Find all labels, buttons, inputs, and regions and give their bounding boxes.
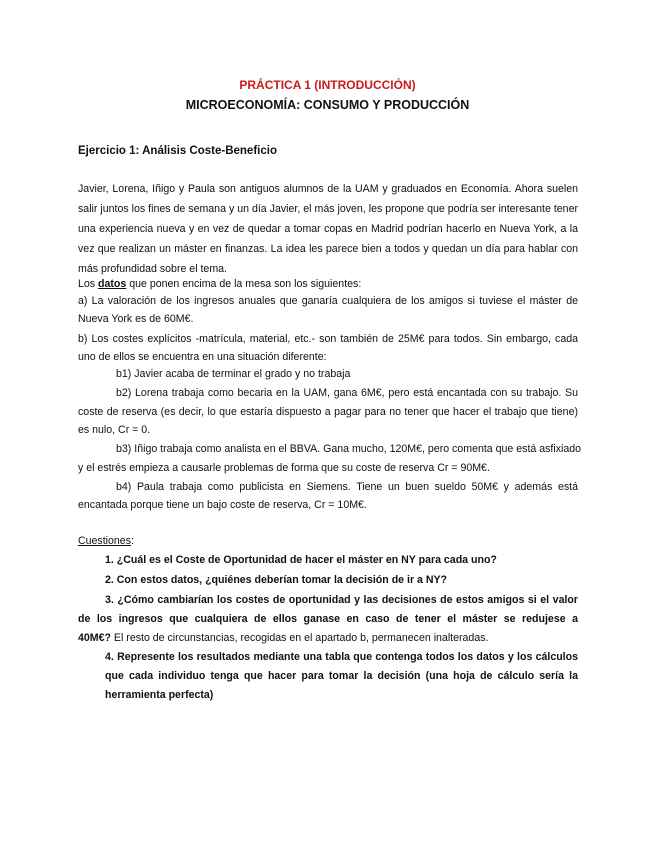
- intro-line: Javier, Lorena, Iñigo y Paula son antiguos alumnos de la UAM y graduados en Economía. Ahora suelen: [78, 183, 578, 195]
- item-b2-line: es nulo, Cr = 0.: [78, 424, 151, 436]
- intro-line: salir juntos los fines de semana y un día Javier, el más joven, les propone que podría ser interesante tener: [78, 203, 578, 215]
- question-3-last-line: [78, 630, 578, 647]
- question-4-line: que cada individuo tenga que hacer para tomar la decisión (una hoja de cálculo sería la: [105, 670, 578, 682]
- item-b2-line: coste de reserva (es decir, lo que estaría dispuesto a pagar para no tener que hacer el trabajo que tiene): [78, 406, 578, 418]
- item-b-line: uno de ellos se encuentra en una situación diferente:: [78, 351, 327, 363]
- practice-title: PRÁCTICA 1 (INTRODUCCIÓN): [239, 78, 416, 92]
- intro-line: una experiencia nueva y en vez de quedar a tomar copas en Madrid podrían hacerlo en Nueva York, a la: [78, 223, 578, 235]
- intro-line: más profundidad sobre el tema.: [78, 263, 227, 275]
- data-keyword: datos: [98, 278, 127, 290]
- question-3-line: 3. ¿Cómo cambiarían los costes de oportunidad y las decisiones de estos amigos si el valor: [105, 594, 578, 606]
- data-intro-prefix: Los: [78, 278, 99, 290]
- question-3-rest: El resto de circunstancias, recogidas en el apartado b, permanecen inalteradas.: [110, 632, 489, 644]
- question-3-amount: 40M€?: [78, 632, 111, 644]
- item-b-line: b) Los costes explícitos -matrícula, material, etc.- son también de 25M€ para todos. Sin embargo, cada: [78, 333, 578, 345]
- question-4-line: herramienta perfecta): [105, 689, 214, 701]
- item-b3-line: b3) Iñigo trabaja como analista en el BBVA. Gana mucho, 120M€, pero comenta que está asfixiado: [116, 443, 582, 455]
- item-b3-line: y el estrés empieza a causarle problemas de forma que su coste de reserva Cr = 90M€.: [78, 462, 490, 474]
- question-2: 2. Con estos datos, ¿quiénes deberían tomar la decisión de ir a NY?: [105, 574, 448, 586]
- data-intro-line: [78, 276, 578, 293]
- questions-heading: [78, 533, 578, 550]
- item-b4-line: b4) Paula trabaja como publicista en Siemens. Tiene un buen sueldo 50M€ y además está: [116, 481, 578, 493]
- item-b4-line: encantada porque tiene un bajo coste de reserva, Cr = 10M€.: [78, 499, 367, 511]
- question-1: 1. ¿Cuál es el Coste de Oportunidad de hacer el máster en NY para cada uno?: [105, 554, 497, 566]
- question-3-line: de los ingresos que cualquiera de ellos ganase en caso de tener el máster se redujese a: [78, 613, 578, 625]
- item-b1: b1) Javier acaba de terminar el grado y no trabaja: [116, 368, 351, 380]
- exercise-heading: Ejercicio 1: Análisis Coste-Beneficio: [78, 145, 277, 157]
- item-b2-line: b2) Lorena trabaja como becaria en la UAM, gana 6M€, pero está encantada con su trabajo. Su: [116, 387, 578, 399]
- course-subtitle: MICROECONOMÍA: CONSUMO Y PRODUCCIÓN: [185, 98, 470, 112]
- questions-heading-text: Cuestiones: [78, 535, 131, 547]
- questions-heading-colon: :: [131, 535, 134, 547]
- data-intro-suffix: que ponen encima de la mesa son los siguientes:: [126, 278, 362, 290]
- item-a-line: a) La valoración de los ingresos anuales que ganaría cualquiera de los amigos si tuviese el máster de: [78, 295, 578, 307]
- intro-line: vez que realizan un máster en finanzas. La idea les parece bien a todos y quedan un día para hablar con: [78, 243, 578, 255]
- item-a-line: Nueva York es de 60M€.: [78, 313, 194, 325]
- question-4-line: 4. Represente los resultados mediante una tabla que contenga todos los datos y los cálculos: [105, 651, 578, 663]
